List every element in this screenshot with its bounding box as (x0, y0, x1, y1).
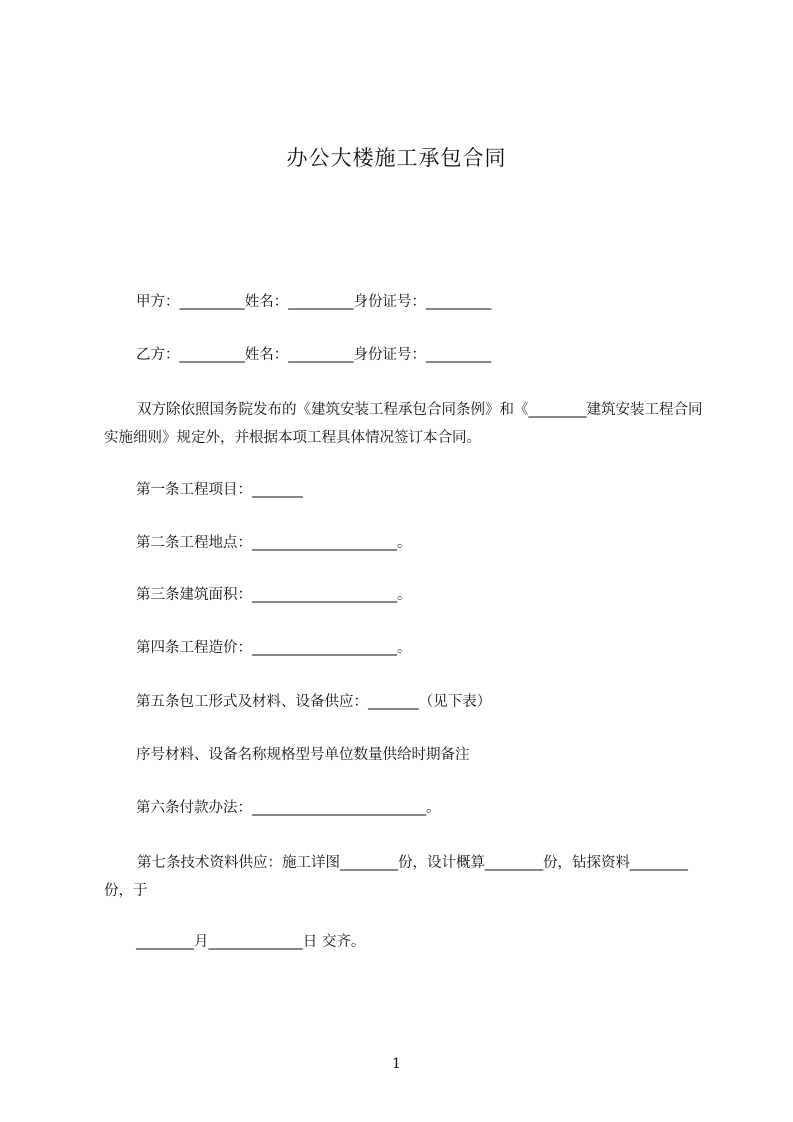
article-7: 第七条技术资料供应：施工详图________份，设计概算________份，钻探资料________份，于 (104, 855, 688, 899)
article-4: 第四条工程造价：____________________。 (136, 640, 412, 656)
page-number: 1 (392, 1056, 401, 1072)
article-3: 第三条建筑面积：____________________。 (136, 587, 412, 603)
party-b-line: 乙方：_________姓名：_________身份证号：_________ (136, 347, 492, 363)
article-7-continued: ________月_____________日 交齐。 (136, 934, 366, 950)
materials-table-header: 序号材料、设备名称规格型号单位数量供给时期备注 (136, 747, 470, 763)
article-5: 第五条包工形式及材料、设备供应：_______（见下表） (136, 694, 492, 710)
article-1: 第一条工程项目：_______ (136, 482, 303, 498)
page-title: 办公大楼施工承包合同 (286, 146, 507, 170)
article-2: 第二条工程地点：____________________。 (136, 535, 412, 551)
article-6: 第六条付款办法：________________________。 (136, 800, 441, 816)
preamble-paragraph: 双方除依照国务院发布的《建筑安装工程承包合同条例》和《________建筑安装工程合同实施细则》规定外，并根据本项工程具体情况签订本合同。 (104, 402, 703, 446)
party-a-line: 甲方：_________姓名：_________身份证号：_________ (136, 294, 492, 310)
